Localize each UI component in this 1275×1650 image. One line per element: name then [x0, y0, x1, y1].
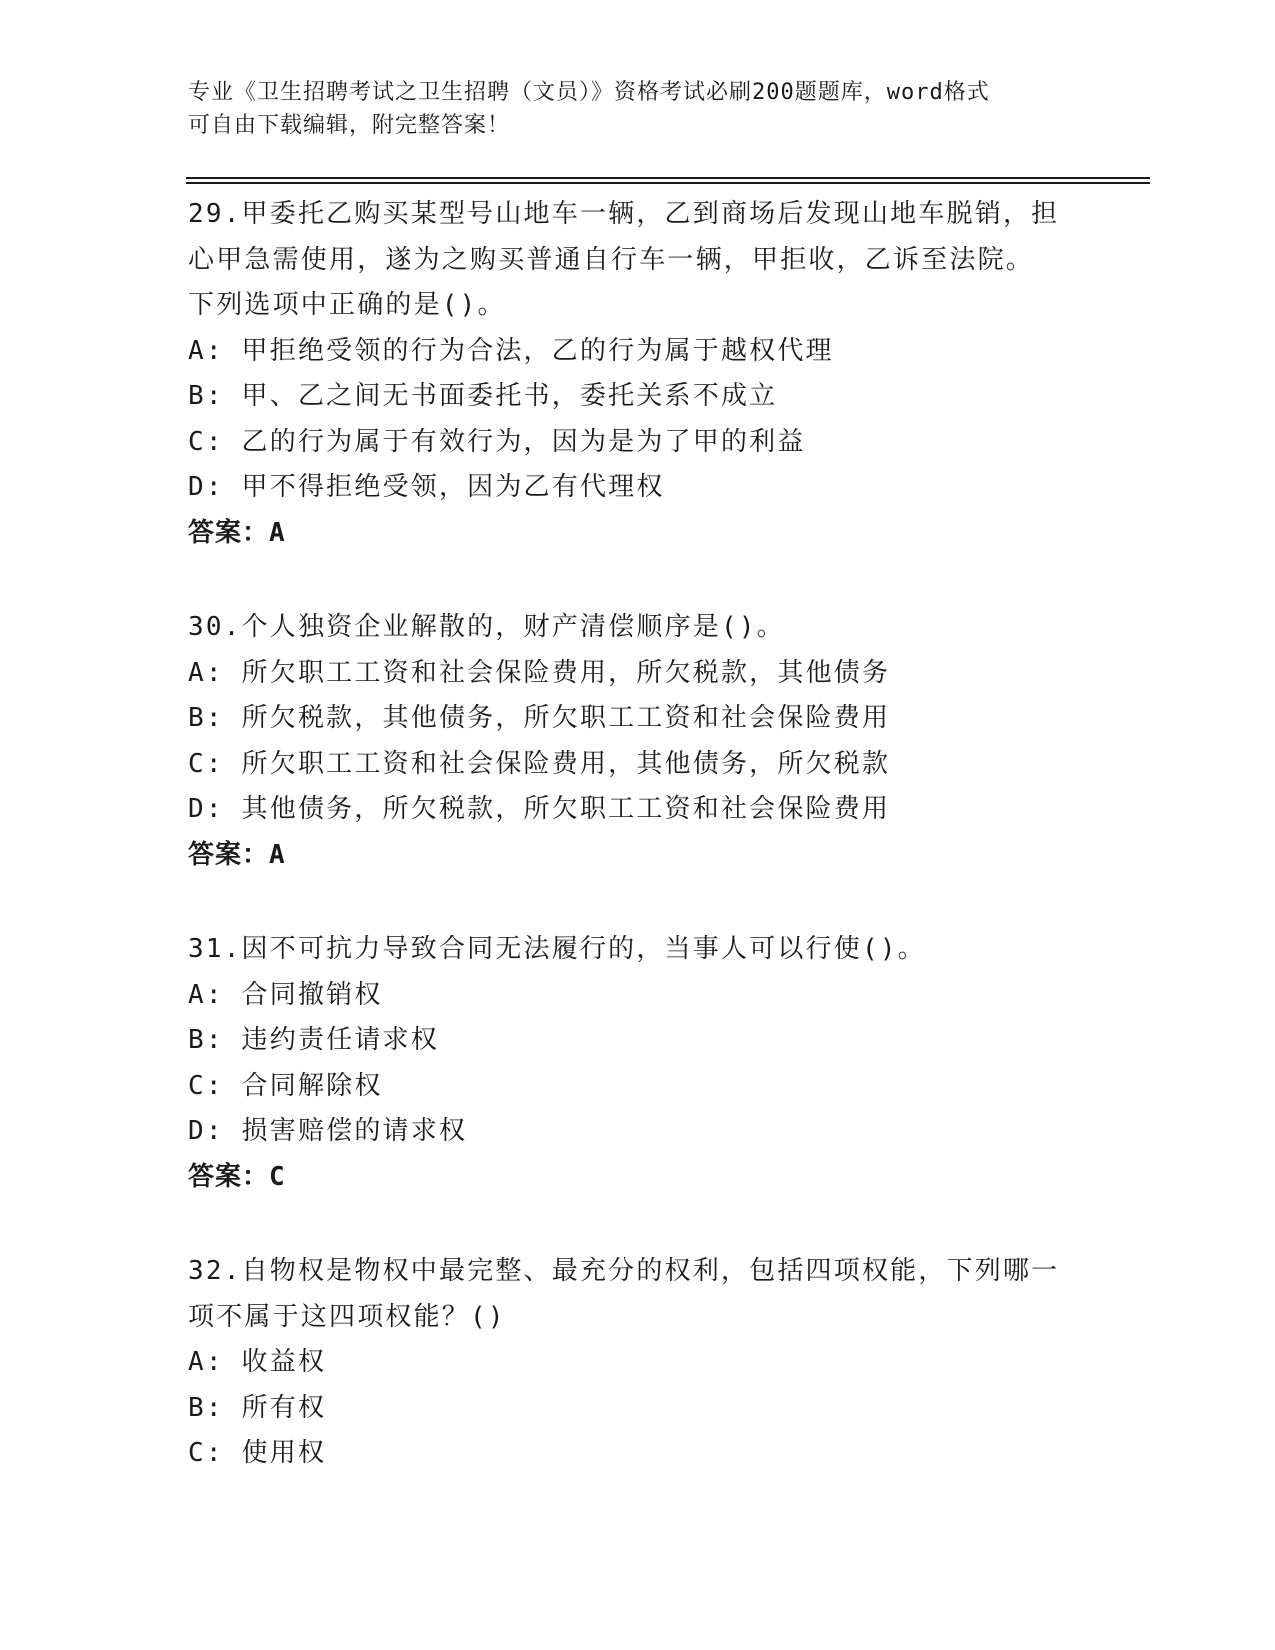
- option-d: D: 甲不得拒绝受领，因为乙有代理权: [188, 472, 665, 502]
- question-stem-line: 32.自物权是物权中最完整、最充分的权利，包括四项权能，下列哪一: [188, 1256, 1060, 1286]
- option-a: A: 甲拒绝受领的行为合法，乙的行为属于越权代理: [188, 335, 834, 366]
- question-30: [188, 605, 1088, 878]
- answer-label: 答案：A: [188, 839, 286, 870]
- question-stem-line: 下列选项中正确的是()。: [188, 290, 506, 320]
- option-b: B: 所欠税款，其他债务，所欠职工工资和社会保险费用: [188, 703, 891, 733]
- option-b: B: 所有权: [188, 1392, 327, 1423]
- option-b: B: 违约责任请求权: [188, 1025, 439, 1055]
- option-c: C: 合同解除权: [188, 1070, 383, 1101]
- option-b: B: 甲、乙之间无书面委托书，委托关系不成立: [188, 381, 778, 411]
- option-a: A: 所欠职工工资和社会保险费用，所欠税款，其他债务: [188, 657, 891, 688]
- question-stem-line: 30.个人独资企业解散的，财产清偿顺序是()。: [188, 612, 785, 642]
- question-stem-line: 心甲急需使用，遂为之购买普通自行车一辆，甲拒收，乙诉至法院。: [188, 244, 1035, 275]
- option-a: A: 合同撤销权: [188, 979, 383, 1010]
- answer-label: 答案：C: [188, 1161, 286, 1192]
- header-divider-top: [186, 177, 1150, 179]
- document-header: [188, 76, 1088, 142]
- header-line-1: 专业《卫生招聘考试之卫生招聘（文员）》资格考试必刷200题题库，word格式: [188, 80, 990, 105]
- answer-label: 答案：A: [188, 517, 286, 548]
- option-c: C: 所欠职工工资和社会保险费用，其他债务，所欠税款: [188, 748, 891, 779]
- question-stem-line: 31.因不可抗力导致合同无法履行的，当事人可以行使()。: [188, 934, 926, 964]
- question-stem-line: 项不属于这四项权能？(): [188, 1301, 506, 1332]
- question-32: [188, 1249, 1088, 1477]
- question-29: [188, 192, 1088, 556]
- header-line-2: 可自由下载编辑，附完整答案！: [188, 113, 511, 138]
- option-d: D: 其他债务，所欠税款，所欠职工工资和社会保险费用: [188, 794, 891, 824]
- option-d: D: 损害赔偿的请求权: [188, 1116, 468, 1146]
- question-stem-line: 29.甲委托乙购买某型号山地车一辆，乙到商场后发现山地车脱销，担: [188, 199, 1060, 229]
- header-divider-bottom: [186, 182, 1150, 184]
- question-31: [188, 927, 1088, 1200]
- option-c: C: 乙的行为属于有效行为，因为是为了甲的利益: [188, 426, 806, 457]
- option-c: C: 使用权: [188, 1438, 327, 1468]
- option-a: A: 收益权: [188, 1347, 327, 1377]
- question-list: [188, 192, 1088, 1526]
